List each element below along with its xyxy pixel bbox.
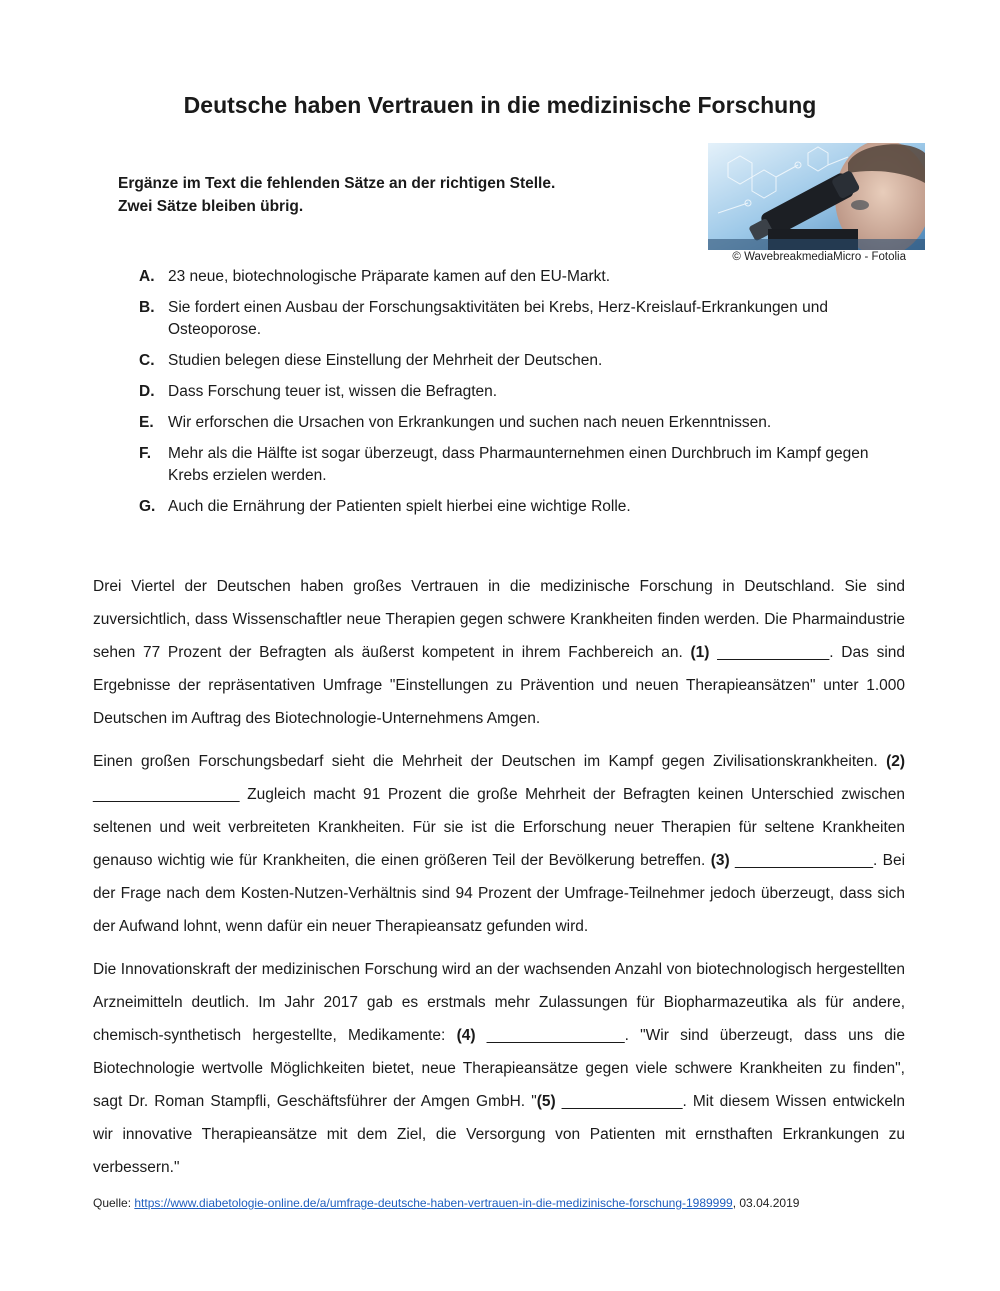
gap-5-blank[interactable]: ______________ [561,1093,683,1110]
option-item-e [139,412,899,434]
gap-3-blank[interactable]: ________________ [735,852,873,869]
paragraph-2-text-c: . Bei der Frage nach dem Kosten-Nutzen-Verhältnis sind 94 Prozent der Umfrage-Teilnehmer jedoch überzeugt, dass sich der Aufwand lohnt, wenn dafür ein neuer Therapieansatz gefunden wird. [93,852,906,935]
gap-4-label: (4) [456,1027,476,1044]
option-letter: E. [139,414,154,431]
option-item-f [139,443,899,487]
option-letter: F. [139,445,152,462]
option-letter: D. [139,383,155,400]
article-text [93,570,905,1194]
source-label: Quelle: [93,1196,135,1210]
paragraph-3 [93,953,905,1184]
option-letter: G. [139,498,156,515]
paragraph-1-text-b: . Das sind Ergebnisse der repräsentativen Umfrage "Einstellungen zu Prävention und neuen Therapieansätzen" unter 1.000 Deutschen im Auftrag des Biotechnologie-Unternehmens Amgen. [93,644,906,727]
instruction-line-1: Ergänze im Text die fehlenden Sätze an der richtigen Stelle. [118,175,556,192]
photo-credit: © WavebreakmediaMicro - Fotolia [732,251,906,263]
gap-2-label: (2) [886,753,906,770]
gap-1-label: (1) [690,644,710,661]
gap-2-blank[interactable]: _________________ [93,786,240,803]
sentence-options-list [139,266,899,527]
paragraph-1-text-a: Drei Viertel der Deutschen haben großes Vertrauen in die medizinische Forschung in Deutschland. Sie sind zuversichtlich, dass Wissenschaftler neue Therapien gegen schwere Krankheiten finden werden. Die Pharmaindustrie sehen 77 Prozent der Befragten als äußerst kompetent in ihrem Fachbereich an. [93,578,905,661]
option-text: Sie fordert einen Ausbau der Forschungsaktivitäten bei Krebs, Herz-Kreislauf-Erkrankungen und Osteoporose. [168,299,828,338]
gap-1-blank[interactable]: _____________ [717,644,830,661]
paragraph-2-text-b: Zugleich macht 91 Prozent die große Mehrheit der Befragten keinen Unterschied zwischen seltenen und weit verbreiteten Krankheiten. Für sie ist die Erforschung neuer Therapien für seltene Krankheiten genauso wichtig wie für Krankheiten, die einen größeren Teil der Bevölkerung betreffen. [93,786,905,869]
option-item-g [139,496,899,518]
option-text: Dass Forschung teuer ist, wissen die Befragten. [168,383,498,400]
option-text: Auch die Ernährung der Patienten spielt hierbei eine wichtige Rolle. [168,498,631,515]
option-item-c [139,350,899,372]
option-item-a [139,266,899,288]
option-text: 23 neue, biotechnologische Präparate kamen auf den EU-Markt. [168,268,611,285]
gap-5-label: (5) [536,1093,556,1110]
option-letter: B. [139,299,155,316]
microscope-scientist-photo [708,143,925,250]
paragraph-2-text-a: Einen großen Forschungsbedarf sieht die Mehrheit der Deutschen im Kampf gegen Zivilisationskrankheiten. [93,753,878,770]
gap-4-blank[interactable]: ________________ [486,1027,625,1044]
option-text: Mehr als die Hälfte ist sogar überzeugt, dass Pharmaunternehmen einen Durchbruch im Kampf gegen Krebs erzielen werden. [168,445,869,484]
option-letter: A. [139,268,155,285]
source-date: , 03.04.2019 [732,1196,800,1210]
option-letter: C. [139,352,155,369]
paragraph-3-text-b: . "Wir sind überzeugt, dass uns die Biotechnologie wertvolle Möglichkeiten bietet, neue Therapieansätze gegen viele schwere Krankheiten zu finden", sagt Dr. Roman Stampfli, Geschäftsführer der Amgen GmbH. " [93,1027,905,1110]
option-text: Studien belegen diese Einstellung der Mehrheit der Deutschen. [168,352,603,369]
source-line [93,1196,913,1210]
paragraph-3-text-a: Die Innovationskraft der medizinischen Forschung wird an der wachsenden Anzahl von biotechnologisch hergestellten Arzneimitteln deutlich. Im Jahr 2017 gab es erstmals mehr Zulassungen für Biopharmazeutika als für andere, chemisch-synthetisch hergestellte, Medikamente: [93,961,905,1044]
page-title: Deutsche haben Vertrauen in die medizinische Forschung [183,92,817,118]
paragraph-3-text-c: . Mit diesem Wissen entwickeln wir innovative Therapieansätze mit dem Ziel, die Versorgung von Patienten mit ernsthaften Erkrankungen zu verbessern." [93,1093,905,1176]
instruction-line-2: Zwei Sätze bleiben übrig. [118,198,304,215]
paragraph-2 [93,745,905,943]
microscope-photo-icon [708,143,925,250]
option-item-d [139,381,899,403]
option-item-b [139,297,899,341]
source-link[interactable]: https://www.diabetologie-online.de/a/umfrage-deutsche-haben-vertrauen-in-die-medizinische-forschung-1989999 [134,1196,733,1210]
option-text: Wir erforschen die Ursachen von Erkrankungen und suchen nach neuen Erkenntnissen. [168,414,772,431]
instructions [118,172,555,218]
paragraph-1 [93,570,905,735]
gap-3-label: (3) [710,852,730,869]
